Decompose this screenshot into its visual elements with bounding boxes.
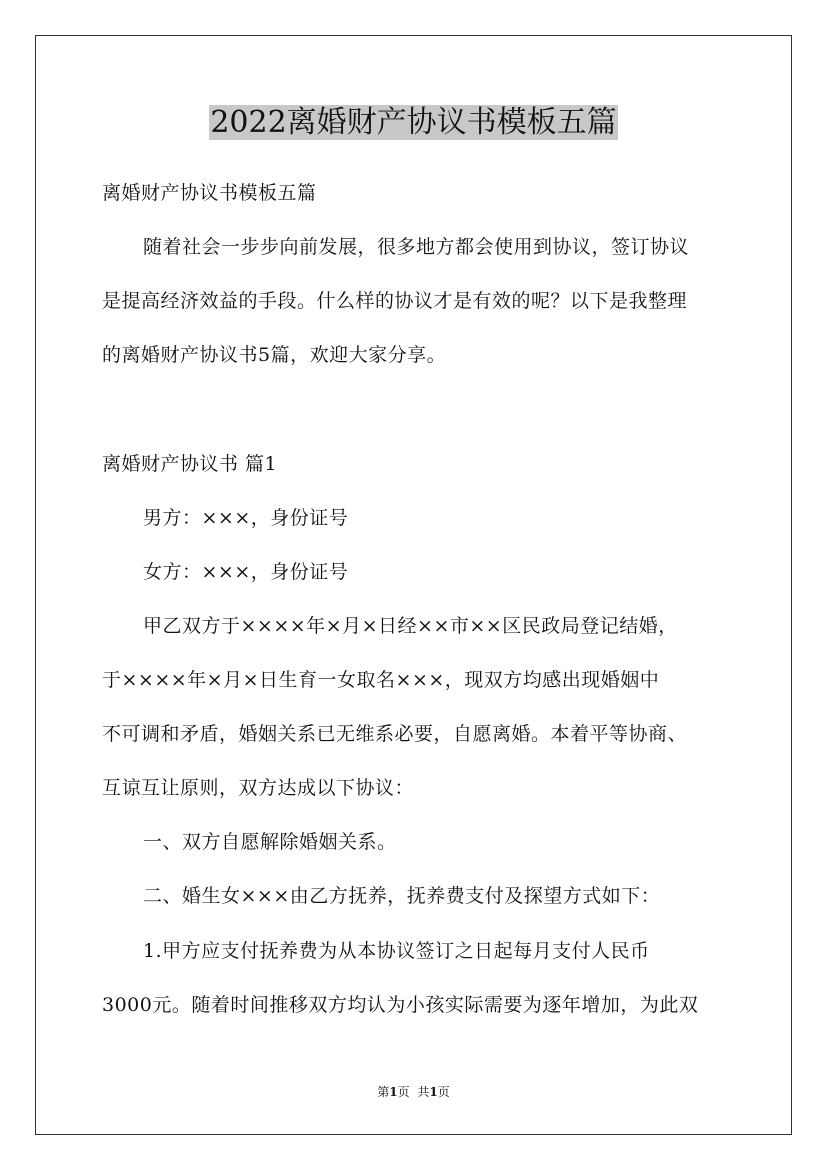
body-line-7: 一、双方自愿解除婚姻关系。 [143, 831, 397, 853]
body-line-1: 男方：×××，身份证号 [143, 507, 349, 529]
footer-page-current: 1 [389, 1085, 398, 1099]
body-line-5: 不可调和矛盾，婚姻关系已无维系必要，自愿离婚。本着平等协商、 [102, 723, 688, 745]
body-line-10: 3000元。随着时间推移双方均认为小孩实际需要为逐年增加，为此双 [102, 994, 699, 1016]
body-line-4: 于××××年×月×日生育一女取名×××，现双方均感出现婚姻中 [102, 669, 660, 691]
document-title-text: 2022离婚财产协议书模板五篇 [210, 105, 617, 140]
footer-total-prefix: 共 [417, 1085, 430, 1099]
document-title [0, 100, 827, 146]
section-heading: 离婚财产协议书 篇1 [102, 453, 278, 475]
body-line-2: 女方：×××，身份证号 [143, 561, 349, 583]
intro-line-3: 的离婚财产协议书5篇，欢迎大家分享。 [102, 344, 447, 366]
footer-page-suffix: 页 [397, 1085, 410, 1099]
intro-line-1: 随着社会一步步向前发展，很多地方都会使用到协议，签订协议 [143, 236, 690, 258]
intro-line-2: 是提高经济效益的手段。什么样的协议才是有效的呢？以下是我整理 [102, 290, 688, 312]
body-line-6: 互谅互让原则，双方达成以下协议： [102, 777, 415, 799]
page-footer [0, 1083, 827, 1101]
footer-page-total: 1 [429, 1085, 438, 1099]
footer-page-prefix: 第 [377, 1085, 390, 1099]
subtitle: 离婚财产协议书模板五篇 [102, 182, 317, 204]
body-line-3: 甲乙双方于××××年×月×日经××市××区民政局登记结婚， [143, 615, 678, 637]
body-line-9: 1.甲方应支付抚养费为从本协议签订之日起每月支付人民币 [143, 940, 650, 962]
body-line-8: 二、婚生女×××由乙方抚养，抚养费支付及探望方式如下： [143, 885, 661, 907]
footer-total-suffix: 页 [437, 1085, 450, 1099]
